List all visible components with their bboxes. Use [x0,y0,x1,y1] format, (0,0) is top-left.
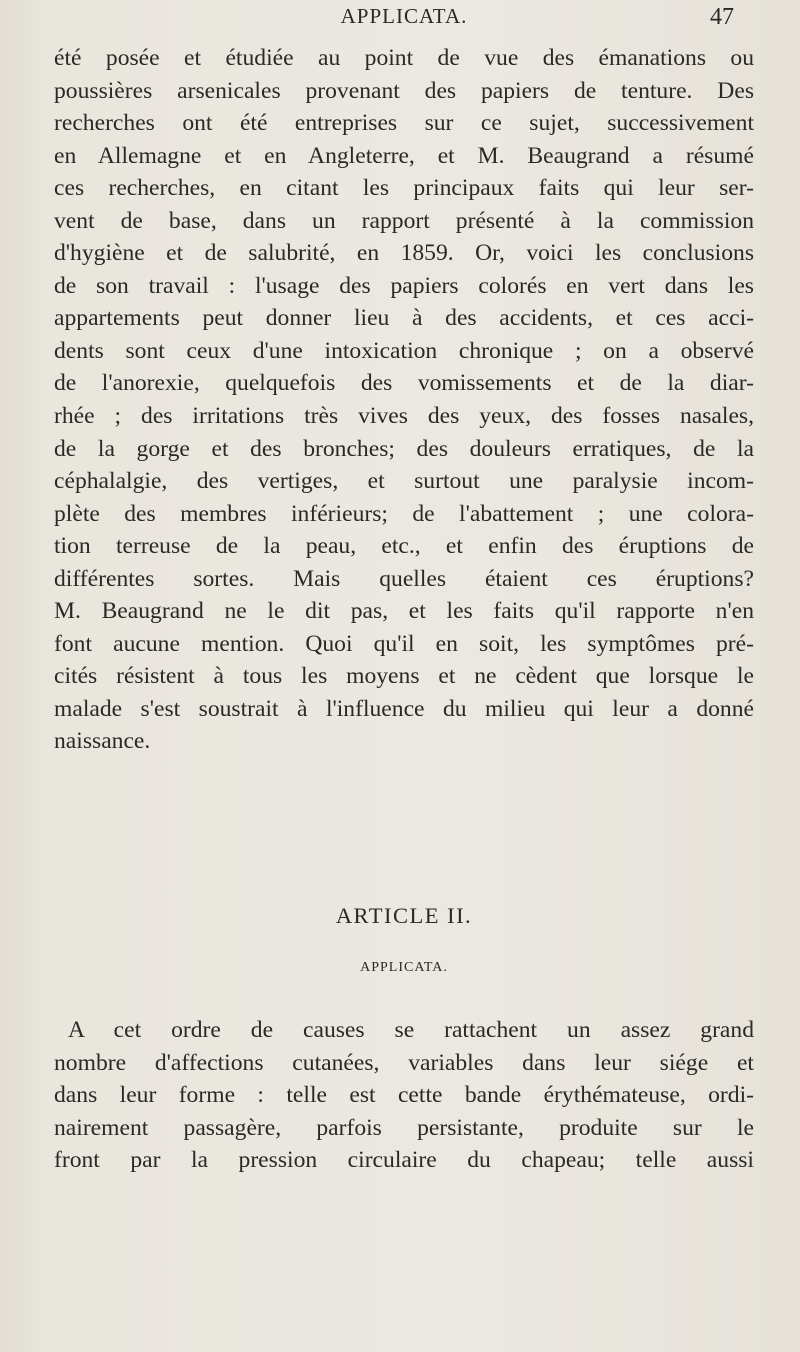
text-line: cités résistent à tous les moyens et ne cèdent que lorsque le [54,663,754,690]
text-line: ces recherches, en citant les principaux faits qui leur ser- [54,175,754,202]
text-line: poussières arsenicales provenant des papiers de tenture. Des [54,77,754,104]
text-line: de son travail : l'usage des papiers colorés en vert dans les [54,272,754,299]
text-line: céphalalgie, des vertiges, et surtout une paralysie incom- [54,468,754,495]
text-line: été posée et étudiée au point de vue des émanations ou [54,45,754,71]
text-line: naissance. [54,728,151,755]
text-line: malade s'est soustrait à l'influence du milieu qui leur a donné [54,695,754,722]
text-line: front par la pression circulaire du chapeau; telle aussi [54,1147,754,1174]
page-number: 47 [710,4,734,30]
text-line: de l'anorexie, quelquefois des vomissements et de la diar- [54,370,754,397]
text-line: nairement passagère, parfois persistante, produite sur le [54,1114,754,1141]
text-line: vent de base, dans un rapport présenté à la commission [54,207,754,234]
text-line: tion terreuse de la peau, etc., et enfin des éruptions de [54,533,754,560]
text-line: d'hygiène et de salubrité, en 1859. Or, voici les conclusions [54,240,754,267]
text-line: rhée ; des irritations très vives des yeux, des fosses nasales, [54,403,754,430]
text-line: M. Beaugrand ne le dit pas, et les faits qu'il rapporte n'en [54,598,754,625]
page-header [54,4,754,38]
text-line: dans leur forme : telle est cette bande érythémateuse, ordi- [54,1082,754,1109]
text-line: recherches ont été entreprises sur ce sujet, successivement [54,110,754,137]
text-line: nombre d'affections cutanées, variables dans leur siége et [54,1049,754,1076]
text-line: dents sont ceux d'une intoxication chronique ; on a observé [54,337,754,364]
article-heading: ARTICLE II. [335,903,473,928]
article-subheading: APPLICATA. [360,960,448,975]
text-line: différentes sortes. Mais quelles étaient ces éruptions? [54,565,754,592]
text-line: A cet ordre de causes se rattachent un assez grand [68,1017,754,1043]
paragraph-2 [54,1014,754,1177]
text-line: en Allemagne et en Angleterre, et M. Beaugrand a résumé [54,142,754,169]
paragraph-1 [54,42,754,758]
text-line: appartements peut donner lieu à des accidents, et ces acci- [54,305,754,332]
text-line: font aucune mention. Quoi qu'il en soit, les symptômes pré- [54,630,754,657]
text-line: plète des membres inférieurs; de l'abattement ; une colora- [54,500,754,527]
text-line: de la gorge et des bronches; des douleurs erratiques, de la [54,435,754,462]
running-head: APPLICATA. [340,4,468,28]
